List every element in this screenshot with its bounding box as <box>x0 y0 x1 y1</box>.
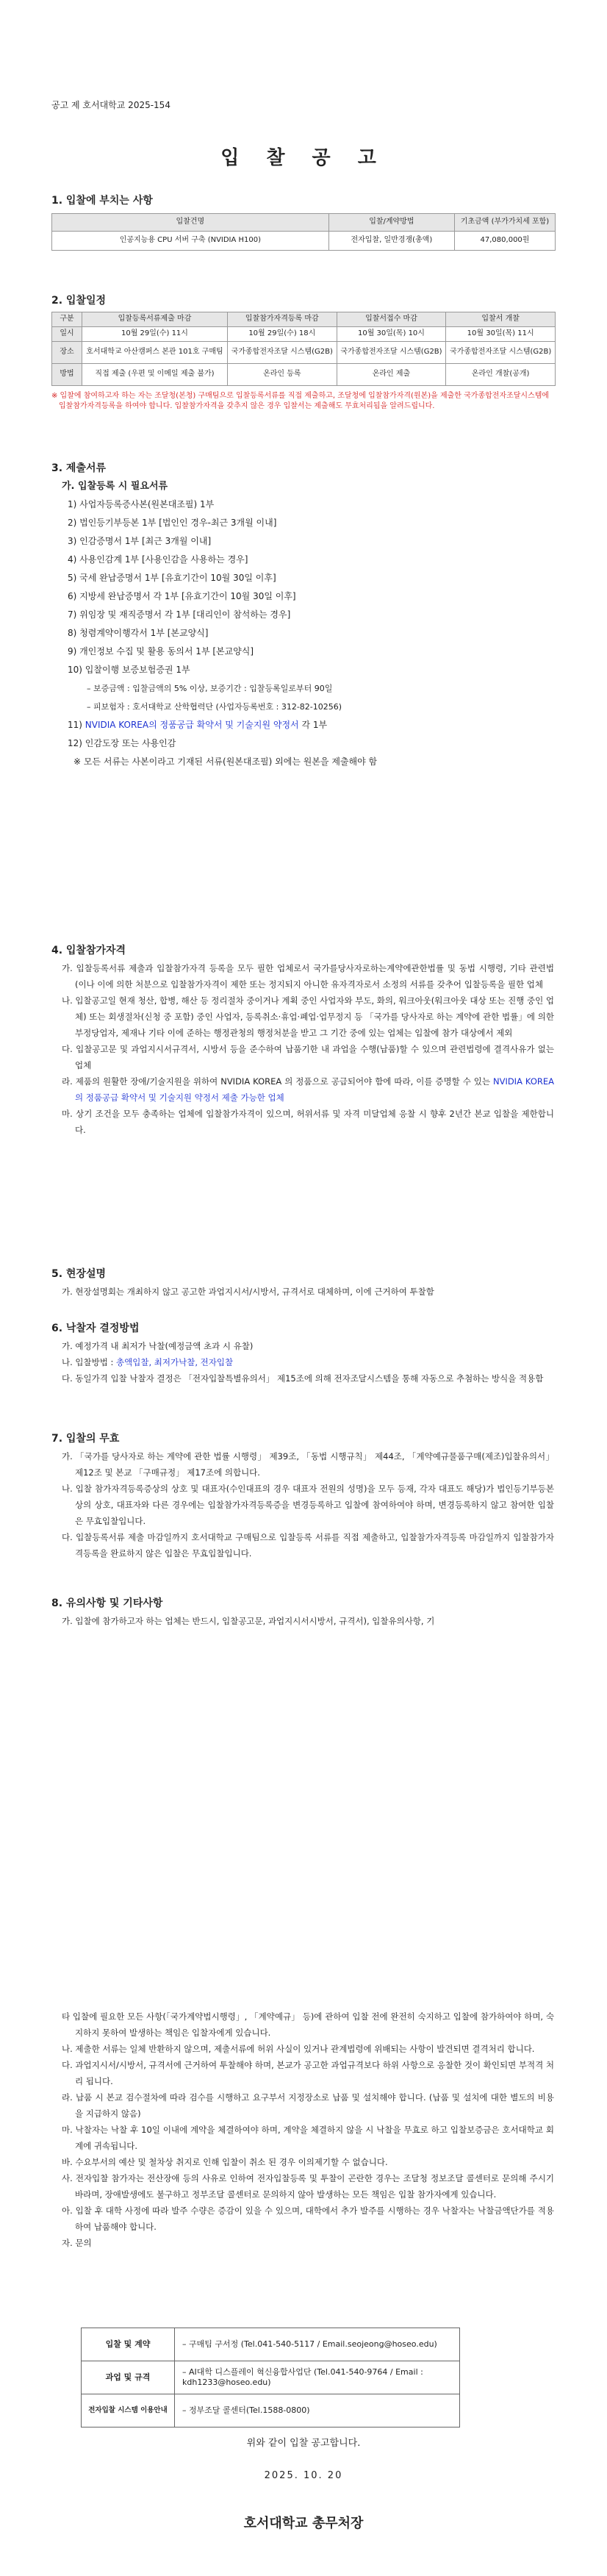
notes-ga-part1: 가. 입찰에 참가하고자 하는 업체는 반드시, 입찰공고문, 과업지시서시방서, 규격서), 입찰유의사항, 기 <box>62 1616 435 1626</box>
section6-heading: 6. 낙찰자 결정방법 <box>51 1323 140 1334</box>
section5-heading: 5. 현장설명 <box>51 1268 107 1280</box>
section1-heading: 1. 입찰에 부치는 사항 <box>51 195 153 207</box>
award-na-highlight: 총액입찰, 최저가낙찰, 전자입찰 <box>116 1357 234 1367</box>
award-ga: 가. 예정가격 내 최저가 낙찰(예정금액 초과 시 유찰) <box>62 1341 254 1351</box>
method-c3: 온라인 제출 <box>337 364 446 386</box>
contact-row <box>82 2361 460 2394</box>
notes-list <box>62 2008 554 2251</box>
eligibility-ga: 가. 입찰등록서류 제출과 입찰참가자격 등록을 모두 필한 업체로서 국가를당사자로하는계약에관한법률 및 동법 시행령, 기타 관련법(이나 이에 의한 처분으로 입찰참가자격이 제한 또는 정지되지 아니한 유자격자로서 소정의 서류를 갖추어 입찰등록을 필한 업체 <box>62 963 554 990</box>
sched-col-0: 구분 <box>52 312 82 327</box>
doc-subitem: – 보증금액 : 입찰금액의 5% 이상, 보증기간 : 입찰등록일로부터 90일 <box>87 684 333 693</box>
document-number: 공고 제 호서대학교 2025-154 <box>51 100 170 110</box>
place-c4: 국가종합전자조달 시스템(G2B) <box>446 342 556 364</box>
contact-value: – 구매팀 구서정 (Tel.041-540-5117 / Email.seojeong@hoseo.edu) <box>175 2328 460 2361</box>
doc-item: 5) 국세 완납증명서 1부 [유효기간이 10월 30일 이후] <box>68 573 276 583</box>
date-c4: 10월 30일(목) 11시 <box>446 327 556 342</box>
award-na-label: 나. 입찰방법 : <box>62 1357 117 1367</box>
invalid-ga: 가. 「국가를 당사자로 하는 계약에 관한 법률 시행령」 제39조, 「동법 시행규칙」 제44조, 「계약예규물품구매(제조)입찰유의서」제12조 및 본교 「구매규정」 제17조에 의합니다. <box>62 1451 554 1478</box>
contact-label: 과업 및 규격 <box>82 2361 175 2394</box>
cell-budget: 47,080,000원 <box>455 232 556 251</box>
sched-col-2: 입찰참가자격등록 마감 <box>227 312 337 327</box>
section4-heading: 4. 입찰참가자격 <box>51 945 126 956</box>
doc-item: 8) 청렴계약이행각서 1부 [본교양식] <box>68 628 209 638</box>
doc-subitem: – 피보험자 : 호서대학교 산학협력단 (사업자등록번호 : 312-82-10256) <box>87 702 342 712</box>
eligibility-da: 다. 입찰공고문 및 과업지시서규격서, 시방서 등을 준수하여 납품기한 내 과업을 수행(납품)할 수 있으며 관련법령에 결격사유가 없는 업체 <box>62 1044 554 1070</box>
method-c2: 온라인 등록 <box>227 364 337 386</box>
invalid-na: 나. 입찰 참가자격등록증상의 상호 및 대표자(수인대표의 경우 대표자 전원의 성명)을 모두 등재, 각자 대표도 해당)가 법인등기부등본상의 상호, 대표자와 다른 경우에는 입찰참가자격등록증을 변경등록하고 입찰에 참여하여야 하며, 변경등록하지 않고 참여한 입찰은 무효입찰입니다. <box>62 1484 554 1526</box>
required-docs-list <box>68 495 553 771</box>
invalid-da: 다. 입찰등록서류 제출 마감일까지 호서대학교 구매팀으로 입찰등록 서류를 직접 제출하고, 입찰참가자격등록 마감일까지 입찰참가자격등록을 완료하지 않은 입찰은 무효입찰입니다. <box>62 1532 554 1559</box>
section7-heading: 7. 입찰의 무효 <box>51 1433 120 1445</box>
docs-note: ※ 모든 서류는 사본이라고 기재된 서류(원본대조필) 외에는 원본을 제출해야 함 <box>73 756 378 767</box>
date-c2: 10월 29일(수) 18시 <box>227 327 337 342</box>
method-c4: 온라인 개찰(공개) <box>446 364 556 386</box>
notes-ja: 자. 문의 <box>62 2238 92 2248</box>
award-method-list <box>62 1338 554 1387</box>
sched-col-1: 입찰등록서류제출 마감 <box>82 312 228 327</box>
award-da: 다. 동일가격 입찰 낙찰자 결정은 「전자입찰특별유의서」 제15조에 의해 전자조달시스템을 통해 자동으로 추첨하는 방식을 적용함 <box>62 1373 544 1384</box>
bid-item-table <box>51 213 556 251</box>
issuer-signature: 호서대학교 총무처장 <box>243 2516 364 2531</box>
cell-item: 인공지능용 CPU 서버 구축 (NVIDIA H100) <box>52 232 329 251</box>
notice-date: 2025. 10. 20 <box>264 2470 343 2481</box>
place-c2: 국가종합전자조달 시스템(G2B) <box>227 342 337 364</box>
doc-item-11-suffix: 각 1부 <box>298 720 328 730</box>
notes-a: 아. 입찰 후 대학 사정에 따라 발주 수량은 증감이 있을 수 있으며, 대학에서 추가 발주를 시행하는 경우 낙찰자는 낙찰금액단가를 적용하여 납품해야 합니다. <box>62 2205 554 2232</box>
eligibility-ra <box>62 1073 554 1106</box>
section3-sub: 가. 입찰등록 시 필요서류 <box>62 481 168 492</box>
doc-item: 9) 개인정보 수집 및 활용 동의서 1부 [본교양식] <box>68 646 254 656</box>
doc-item: 10) 입찰이행 보증보험증권 1부 <box>68 665 190 675</box>
section8-heading: 8. 유의사항 및 기타사항 <box>51 1598 163 1609</box>
notes-ra: 라. 납품 시 본교 검수절차에 따라 검수를 시행하고 요구부서 지정장소로 납품 및 설치해야 합니다. (납품 및 설치에 대한 별도의 비용을 지급하지 않음) <box>62 2092 554 2119</box>
row-method-label: 방법 <box>52 364 82 386</box>
date-c1: 10월 29일(수) 11시 <box>82 327 228 342</box>
col-item: 입찰건명 <box>52 214 329 232</box>
place-c1: 호서대학교 아산캠퍼스 본관 101호 구매팀 <box>82 342 228 364</box>
contact-value: – 정부조달 콜센터(Tel.1588-0800) <box>175 2394 460 2427</box>
contact-value: – AI대학 디스플레이 혁신융합사업단 (Tel.041-540-9764 / Email : kdh1233@hoseo.edu) <box>175 2361 460 2394</box>
section3-heading: 3. 제출서류 <box>51 462 107 474</box>
eligibility-ra-highlight: NVIDIA KOREA의 정품공급 확약서 및 기술지원 약정서 제출 가능한 업체 <box>75 1076 554 1103</box>
invalid-bid-list <box>62 1448 554 1561</box>
notes-ba: 바. 수요부서의 예산 및 철차상 취지로 인해 입찰이 취소 된 경우 이의제기할 수 없습니다. <box>62 2157 388 2167</box>
notes-na: 나. 제출한 서류는 일체 반환하지 않으며, 제출서류에 허위 사실이 있거나 관계법령에 위배되는 사항이 발견되면 결격처리 합니다. <box>62 2044 535 2054</box>
notes-ma: 마. 낙찰자는 낙찰 후 10일 이내에 계약을 체결하여야 하며, 계약을 체결하지 않을 시 낙찰을 무효로 하고 입찰보증금은 호서대학교 회계에 귀속됩니다. <box>62 2125 554 2151</box>
doc-item: 4) 사용인감계 1부 [사용인감을 사용하는 경우] <box>68 554 248 565</box>
contact-row <box>82 2328 460 2361</box>
date-c3: 10월 30일(목) 10시 <box>337 327 446 342</box>
schedule-note <box>51 391 556 411</box>
notes-da: 다. 과업지시서/시방서, 규격서에 근거하여 투찰해야 하며, 본교가 공고한 과업규격보다 하위 사항으로 응찰한 것이 확인되면 부적격 처리 됩니다. <box>62 2060 554 2086</box>
section2-heading: 2. 입찰일정 <box>51 295 107 307</box>
schedule-note-1: ※ 입찰에 참여하고자 하는 자는 조달청(본청) 구매팀으로 입찰등록서류를 직접 제출하고, 조달청에 입찰참가자격(원본)을 제출한 국가종합전자조달시스템에 <box>51 392 550 400</box>
cell-method: 전자입찰, 일반경쟁(총액) <box>328 232 454 251</box>
doc-item: 6) 지방세 완납증명서 각 1부 [유효기간이 10월 30일 이후] <box>68 591 296 601</box>
eligibility-ra-text: 라. 제품의 원활한 장애/기술지원을 위하여 NVIDIA KOREA 의 정품으로 공급되어야 함에 따라, 이를 증명할 수 있는 <box>62 1076 493 1087</box>
closing-line: 위와 같이 입찰 공고합니다. <box>246 2438 361 2449</box>
eligibility-list <box>62 960 554 1138</box>
contact-label: 입찰 및 계약 <box>82 2328 175 2361</box>
doc-item-11 <box>68 716 553 734</box>
schedule-note-2: 입찰참가자격등록을 하여야 합니다. 입찰참가자격을 갖추지 않은 경우 입찰서는 제출해도 무효처리됨을 알려드립니다. <box>59 401 435 410</box>
notes-sa: 사. 전자입찰 참가자는 전산장애 등의 사유로 인하여 전자입찰등록 및 투찰이 곤란한 경우는 조달청 정보조달 콜센터로 문의해 주시기 바라며, 장애발생에도 불구하고 정부조달 콜센터로 문의하지 않아 발생하는 모든 책임은 입찰 참가자에게 있습니다. <box>62 2173 554 2200</box>
sched-col-3: 입찰서접수 마감 <box>337 312 446 327</box>
notes-ga-part2: 타 입찰에 필요한 모든 사항(「국가계약법시행령」, 「계약예규」 등)에 관하여 입찰 전에 완전히 숙지하고 입찰에 참가하여야 하며, 숙지하지 못하여 발생하는 책임은 입찰자에게 있습니다. <box>62 2011 554 2038</box>
eligibility-ma: 마. 상기 조건을 모두 충족하는 업체에 입찰참가자격이 있으며, 허위서류 및 자격 미달업체 응찰 시 향후 2년간 본교 입찰을 제한합니다. <box>62 1109 554 1135</box>
col-budget: 기초금액 (부가가치세 포함) <box>455 214 556 232</box>
place-c3: 국가종합전자조달 시스템(G2B) <box>337 342 446 364</box>
row-date-label: 일시 <box>52 327 82 342</box>
doc-item-11-prefix: 11) <box>68 720 85 730</box>
doc-item: 2) 법인등기부등본 1부 [법인인 경우-최근 3개월 이내] <box>68 518 277 528</box>
col-method: 입찰/계약방법 <box>328 214 454 232</box>
doc-item-11-highlight: NVIDIA KOREA의 정품공급 확약서 및 기술지원 약정서 <box>85 720 299 730</box>
contact-table <box>81 2328 460 2427</box>
doc-item: 1) 사업자등록증사본(원본대조필) 1부 <box>68 499 215 509</box>
contact-row <box>82 2394 460 2427</box>
method-c1: 직접 제출 (우편 및 이메일 제출 불가) <box>82 364 228 386</box>
row-place-label: 장소 <box>52 342 82 364</box>
award-na <box>62 1354 554 1370</box>
page-title: 입 찰 공 고 <box>220 147 387 169</box>
schedule-table <box>51 312 556 386</box>
doc-item: 3) 인감증명서 1부 [최근 3개월 이내] <box>68 536 212 546</box>
doc-item: 7) 위임장 및 재직증명서 각 1부 [대리인이 참석하는 경우] <box>68 609 291 620</box>
site-briefing: 가. 현장설명회는 개최하지 않고 공고한 과업지시서/시방서, 규격서로 대체하며, 이에 근거하여 투찰함 <box>62 1287 434 1297</box>
contact-label: 전자입찰 시스템 이용안내 <box>82 2394 175 2427</box>
doc-item: 12) 인감도장 또는 사용인감 <box>68 738 176 748</box>
eligibility-na: 나. 입찰공고일 현재 청산, 합병, 해산 등 정리절차 중이거나 계획 중인 사업자와 부도, 화의, 워크아웃(워크아웃 대상 또는 진행 중인 업체) 또는 회생절차(신청 중 포함) 중인 사업자, 등록취소·휴업·폐업·업무정지 등 「국가를 당사자로 하는 계약에 관한 법률」에 의한 부정당업자, 제재나 기타 이에 준하는 행정관청의 행정처분을 받고 그 기간 중에 있는 업체는 입찰에 참가 대상에서 제외 <box>62 995 554 1038</box>
sched-col-4: 입찰서 개찰 <box>446 312 556 327</box>
